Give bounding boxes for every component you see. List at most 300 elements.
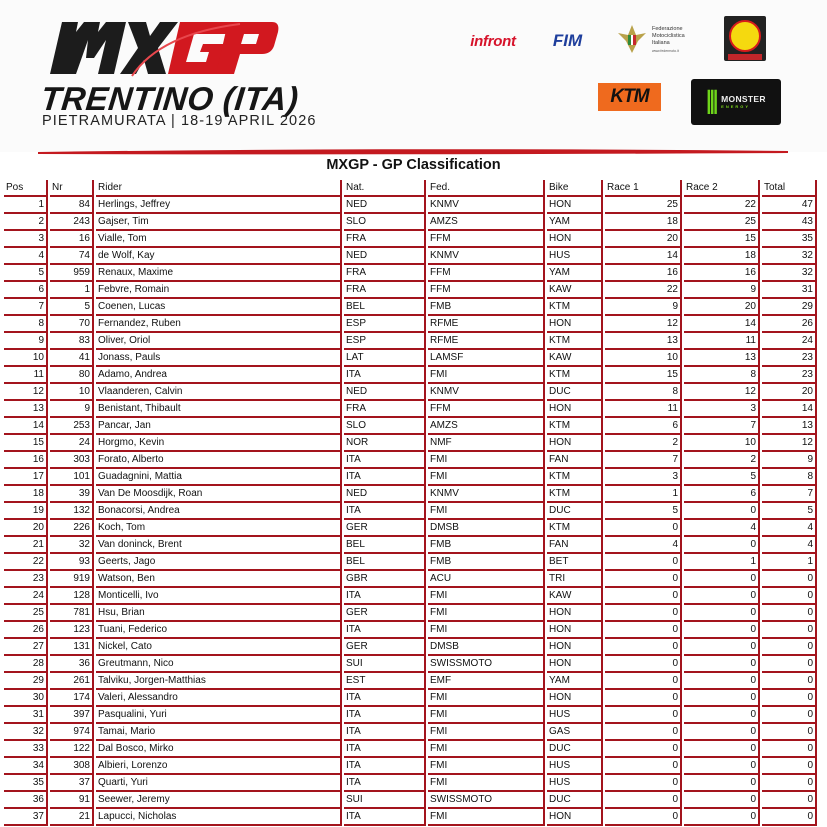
total-points-cell: 0 bbox=[762, 656, 817, 673]
federation-cell: FFM bbox=[428, 401, 545, 418]
federation-cell: NMF bbox=[428, 435, 545, 452]
race2-points-cell: 0 bbox=[684, 588, 760, 605]
rider-cell: Tuani, Federico bbox=[96, 622, 342, 639]
race2-points-cell: 0 bbox=[684, 707, 760, 724]
club-emblem-icon bbox=[729, 20, 761, 52]
race2-points-cell: 11 bbox=[684, 333, 760, 350]
race2-points-cell: 13 bbox=[684, 350, 760, 367]
bike-cell: DUC bbox=[547, 503, 603, 520]
nation-cell: ITA bbox=[344, 469, 426, 486]
pos-cell: 31 bbox=[4, 707, 48, 724]
bike-cell: KAW bbox=[547, 350, 603, 367]
rider-cell: de Wolf, Kay bbox=[96, 248, 342, 265]
number-cell: 243 bbox=[50, 214, 94, 231]
col-header-rider: Rider bbox=[96, 180, 342, 197]
pos-cell: 22 bbox=[4, 554, 48, 571]
nation-cell: ITA bbox=[344, 690, 426, 707]
federation-cell: DMSB bbox=[428, 639, 545, 656]
federation-cell: KNMV bbox=[428, 248, 545, 265]
nation-cell: ITA bbox=[344, 724, 426, 741]
rider-cell: Koch, Tom bbox=[96, 520, 342, 537]
race2-points-cell: 0 bbox=[684, 792, 760, 809]
race2-points-cell: 1 bbox=[684, 554, 760, 571]
table-row bbox=[4, 656, 817, 673]
federation-cell: FMI bbox=[428, 775, 545, 792]
rider-cell: Pancar, Jan bbox=[96, 418, 342, 435]
col-header-race2: Race 2 bbox=[684, 180, 760, 197]
number-cell: 80 bbox=[50, 367, 94, 384]
table-row bbox=[4, 537, 817, 554]
pos-cell: 13 bbox=[4, 401, 48, 418]
total-points-cell: 0 bbox=[762, 622, 817, 639]
pos-cell: 3 bbox=[4, 231, 48, 248]
federation-cell: KNMV bbox=[428, 384, 545, 401]
fmi-badge-icon bbox=[618, 23, 646, 55]
total-points-cell: 0 bbox=[762, 707, 817, 724]
race1-points-cell: 2 bbox=[605, 435, 682, 452]
bike-cell: HON bbox=[547, 435, 603, 452]
total-points-cell: 0 bbox=[762, 741, 817, 758]
federation-cell: FFM bbox=[428, 231, 545, 248]
federation-cell: FMI bbox=[428, 724, 545, 741]
rider-cell: Talviku, Jorgen-Matthias bbox=[96, 673, 342, 690]
federation-cell: FFM bbox=[428, 282, 545, 299]
bike-cell: KTM bbox=[547, 469, 603, 486]
rider-cell: Watson, Ben bbox=[96, 571, 342, 588]
rider-cell: Monticelli, Ivo bbox=[96, 588, 342, 605]
rider-cell: Vialle, Tom bbox=[96, 231, 342, 248]
rider-cell: Tamai, Mario bbox=[96, 724, 342, 741]
monster-claw-icon: ⫼ bbox=[706, 87, 719, 117]
race2-points-cell: 0 bbox=[684, 571, 760, 588]
race1-points-cell: 0 bbox=[605, 707, 682, 724]
pos-cell: 10 bbox=[4, 350, 48, 367]
race1-points-cell: 20 bbox=[605, 231, 682, 248]
number-cell: 123 bbox=[50, 622, 94, 639]
event-title: TRENTINO (ITA) bbox=[39, 80, 301, 117]
race1-points-cell: 4 bbox=[605, 537, 682, 554]
rider-cell: Dal Bosco, Mirko bbox=[96, 741, 342, 758]
number-cell: 781 bbox=[50, 605, 94, 622]
race1-points-cell: 0 bbox=[605, 639, 682, 656]
bike-cell: HON bbox=[547, 809, 603, 826]
race1-points-cell: 9 bbox=[605, 299, 682, 316]
table-row bbox=[4, 316, 817, 333]
table-row bbox=[4, 367, 817, 384]
number-cell: 974 bbox=[50, 724, 94, 741]
federation-cell: ACU bbox=[428, 571, 545, 588]
total-points-cell: 0 bbox=[762, 809, 817, 826]
nation-cell: ESP bbox=[344, 333, 426, 350]
nation-cell: GER bbox=[344, 639, 426, 656]
number-cell: 74 bbox=[50, 248, 94, 265]
table-row bbox=[4, 418, 817, 435]
number-cell: 303 bbox=[50, 452, 94, 469]
bike-cell: HON bbox=[547, 197, 603, 214]
number-cell: 83 bbox=[50, 333, 94, 350]
race1-points-cell: 13 bbox=[605, 333, 682, 350]
mxgp-logo bbox=[40, 14, 280, 78]
race2-points-cell: 0 bbox=[684, 690, 760, 707]
federation-cell: FMI bbox=[428, 741, 545, 758]
pos-cell: 15 bbox=[4, 435, 48, 452]
number-cell: 37 bbox=[50, 775, 94, 792]
federation-cell: FMI bbox=[428, 707, 545, 724]
col-header-bike: Bike bbox=[547, 180, 603, 197]
table-row bbox=[4, 809, 817, 826]
race2-points-cell: 12 bbox=[684, 384, 760, 401]
rider-cell: Valeri, Alessandro bbox=[96, 690, 342, 707]
pos-cell: 5 bbox=[4, 265, 48, 282]
race2-points-cell: 16 bbox=[684, 265, 760, 282]
race2-points-cell: 0 bbox=[684, 758, 760, 775]
race1-points-cell: 0 bbox=[605, 520, 682, 537]
number-cell: 1 bbox=[50, 282, 94, 299]
race2-points-cell: 7 bbox=[684, 418, 760, 435]
number-cell: 32 bbox=[50, 537, 94, 554]
number-cell: 261 bbox=[50, 673, 94, 690]
rider-cell: Nickel, Cato bbox=[96, 639, 342, 656]
nation-cell: FRA bbox=[344, 231, 426, 248]
race1-points-cell: 0 bbox=[605, 758, 682, 775]
rider-cell: Forato, Alberto bbox=[96, 452, 342, 469]
number-cell: 24 bbox=[50, 435, 94, 452]
bike-cell: HON bbox=[547, 656, 603, 673]
nation-cell: SUI bbox=[344, 656, 426, 673]
nation-cell: ITA bbox=[344, 775, 426, 792]
pos-cell: 8 bbox=[4, 316, 48, 333]
race2-points-cell: 4 bbox=[684, 520, 760, 537]
bike-cell: DUC bbox=[547, 792, 603, 809]
rider-cell: Adamo, Andrea bbox=[96, 367, 342, 384]
total-points-cell: 0 bbox=[762, 571, 817, 588]
rider-cell: Febvre, Romain bbox=[96, 282, 342, 299]
total-points-cell: 4 bbox=[762, 537, 817, 554]
total-points-cell: 24 bbox=[762, 333, 817, 350]
race1-points-cell: 0 bbox=[605, 605, 682, 622]
federation-cell: FMB bbox=[428, 554, 545, 571]
race2-points-cell: 2 bbox=[684, 452, 760, 469]
rider-cell: Van doninck, Brent bbox=[96, 537, 342, 554]
total-points-cell: 23 bbox=[762, 367, 817, 384]
nation-cell: BEL bbox=[344, 554, 426, 571]
race1-points-cell: 0 bbox=[605, 588, 682, 605]
bike-cell: DUC bbox=[547, 741, 603, 758]
total-points-cell: 26 bbox=[762, 316, 817, 333]
nation-cell: FRA bbox=[344, 401, 426, 418]
pos-cell: 2 bbox=[4, 214, 48, 231]
rider-cell: Quarti, Yuri bbox=[96, 775, 342, 792]
bike-cell: HUS bbox=[547, 707, 603, 724]
nation-cell: SLO bbox=[344, 214, 426, 231]
federation-cell: RFME bbox=[428, 333, 545, 350]
nation-cell: ITA bbox=[344, 452, 426, 469]
pos-cell: 16 bbox=[4, 452, 48, 469]
number-cell: 132 bbox=[50, 503, 94, 520]
race2-points-cell: 10 bbox=[684, 435, 760, 452]
pos-cell: 25 bbox=[4, 605, 48, 622]
pos-cell: 14 bbox=[4, 418, 48, 435]
club-banner bbox=[728, 54, 762, 60]
table-row bbox=[4, 299, 817, 316]
race1-points-cell: 12 bbox=[605, 316, 682, 333]
bike-cell: KTM bbox=[547, 418, 603, 435]
federation-cell: KNMV bbox=[428, 486, 545, 503]
total-points-cell: 32 bbox=[762, 248, 817, 265]
table-row bbox=[4, 486, 817, 503]
nation-cell: BEL bbox=[344, 299, 426, 316]
race1-points-cell: 0 bbox=[605, 554, 682, 571]
number-cell: 41 bbox=[50, 350, 94, 367]
total-points-cell: 8 bbox=[762, 469, 817, 486]
bike-cell: KAW bbox=[547, 588, 603, 605]
race2-points-cell: 0 bbox=[684, 605, 760, 622]
rider-cell: Geerts, Jago bbox=[96, 554, 342, 571]
table-row bbox=[4, 452, 817, 469]
bike-cell: KTM bbox=[547, 333, 603, 350]
nation-cell: GBR bbox=[344, 571, 426, 588]
pos-cell: 37 bbox=[4, 809, 48, 826]
nation-cell: NOR bbox=[344, 435, 426, 452]
total-points-cell: 47 bbox=[762, 197, 817, 214]
race1-points-cell: 10 bbox=[605, 350, 682, 367]
bike-cell: HUS bbox=[547, 775, 603, 792]
number-cell: 5 bbox=[50, 299, 94, 316]
race1-points-cell: 1 bbox=[605, 486, 682, 503]
pos-cell: 6 bbox=[4, 282, 48, 299]
pos-cell: 23 bbox=[4, 571, 48, 588]
bike-cell: FAN bbox=[547, 452, 603, 469]
race1-points-cell: 0 bbox=[605, 571, 682, 588]
total-points-cell: 32 bbox=[762, 265, 817, 282]
nation-cell: BEL bbox=[344, 537, 426, 554]
race2-points-cell: 0 bbox=[684, 724, 760, 741]
pos-cell: 18 bbox=[4, 486, 48, 503]
race1-points-cell: 0 bbox=[605, 809, 682, 826]
federation-cell: FMI bbox=[428, 690, 545, 707]
federation-cell: FMI bbox=[428, 469, 545, 486]
race1-points-cell: 7 bbox=[605, 452, 682, 469]
total-points-cell: 0 bbox=[762, 724, 817, 741]
bike-cell: HON bbox=[547, 690, 603, 707]
table-row bbox=[4, 350, 817, 367]
race1-points-cell: 8 bbox=[605, 384, 682, 401]
nation-cell: ITA bbox=[344, 809, 426, 826]
table-row bbox=[4, 724, 817, 741]
federation-cell: SWISSMOTO bbox=[428, 656, 545, 673]
federation-cell: FMI bbox=[428, 758, 545, 775]
race2-points-cell: 0 bbox=[684, 656, 760, 673]
nation-cell: EST bbox=[344, 673, 426, 690]
number-cell: 36 bbox=[50, 656, 94, 673]
header-divider-swoosh bbox=[38, 146, 788, 155]
rider-cell: Jonass, Pauls bbox=[96, 350, 342, 367]
bike-cell: KTM bbox=[547, 520, 603, 537]
total-points-cell: 0 bbox=[762, 758, 817, 775]
bike-cell: FAN bbox=[547, 537, 603, 554]
race2-points-cell: 0 bbox=[684, 537, 760, 554]
pos-cell: 28 bbox=[4, 656, 48, 673]
race2-points-cell: 14 bbox=[684, 316, 760, 333]
nation-cell: NED bbox=[344, 486, 426, 503]
pos-cell: 9 bbox=[4, 333, 48, 350]
number-cell: 959 bbox=[50, 265, 94, 282]
rider-cell: Renaux, Maxime bbox=[96, 265, 342, 282]
federation-cell: DMSB bbox=[428, 520, 545, 537]
table-row bbox=[4, 588, 817, 605]
col-header-total: Total bbox=[762, 180, 817, 197]
table-row bbox=[4, 401, 817, 418]
table-row bbox=[4, 435, 817, 452]
race1-points-cell: 25 bbox=[605, 197, 682, 214]
table-row bbox=[4, 690, 817, 707]
race1-points-cell: 0 bbox=[605, 775, 682, 792]
number-cell: 131 bbox=[50, 639, 94, 656]
total-points-cell: 0 bbox=[762, 605, 817, 622]
rider-cell: Pasqualini, Yuri bbox=[96, 707, 342, 724]
nation-cell: GER bbox=[344, 605, 426, 622]
race1-points-cell: 18 bbox=[605, 214, 682, 231]
nation-cell: SUI bbox=[344, 792, 426, 809]
bike-cell: TRI bbox=[547, 571, 603, 588]
race1-points-cell: 11 bbox=[605, 401, 682, 418]
number-cell: 174 bbox=[50, 690, 94, 707]
bike-cell: HON bbox=[547, 231, 603, 248]
pos-cell: 24 bbox=[4, 588, 48, 605]
bike-cell: KAW bbox=[547, 282, 603, 299]
monster-energy-logo: ⫼ MONSTER ENERGY bbox=[691, 79, 781, 125]
race1-points-cell: 0 bbox=[605, 741, 682, 758]
race2-points-cell: 18 bbox=[684, 248, 760, 265]
rider-cell: Fernandez, Ruben bbox=[96, 316, 342, 333]
total-points-cell: 20 bbox=[762, 384, 817, 401]
total-points-cell: 0 bbox=[762, 775, 817, 792]
race2-points-cell: 0 bbox=[684, 622, 760, 639]
nation-cell: NED bbox=[344, 384, 426, 401]
bike-cell: HON bbox=[547, 622, 603, 639]
nation-cell: SLO bbox=[344, 418, 426, 435]
bike-cell: GAS bbox=[547, 724, 603, 741]
number-cell: 397 bbox=[50, 707, 94, 724]
federation-cell: AMZS bbox=[428, 418, 545, 435]
number-cell: 253 bbox=[50, 418, 94, 435]
nation-cell: ITA bbox=[344, 503, 426, 520]
race2-points-cell: 15 bbox=[684, 231, 760, 248]
federation-cell: FMI bbox=[428, 809, 545, 826]
pos-cell: 29 bbox=[4, 673, 48, 690]
table-row bbox=[4, 384, 817, 401]
total-points-cell: 23 bbox=[762, 350, 817, 367]
nation-cell: LAT bbox=[344, 350, 426, 367]
table-row bbox=[4, 792, 817, 809]
federation-cell: FMI bbox=[428, 605, 545, 622]
table-header-row bbox=[4, 180, 817, 197]
race2-points-cell: 0 bbox=[684, 741, 760, 758]
total-points-cell: 7 bbox=[762, 486, 817, 503]
event-header bbox=[0, 0, 827, 152]
race1-points-cell: 15 bbox=[605, 367, 682, 384]
number-cell: 21 bbox=[50, 809, 94, 826]
rider-cell: Guadagnini, Mattia bbox=[96, 469, 342, 486]
total-points-cell: 9 bbox=[762, 452, 817, 469]
pos-cell: 36 bbox=[4, 792, 48, 809]
bike-cell: KTM bbox=[547, 367, 603, 384]
table-row bbox=[4, 554, 817, 571]
total-points-cell: 1 bbox=[762, 554, 817, 571]
table-row bbox=[4, 503, 817, 520]
col-header-nr: Nr bbox=[50, 180, 94, 197]
race1-points-cell: 0 bbox=[605, 724, 682, 741]
race1-points-cell: 16 bbox=[605, 265, 682, 282]
rider-cell: Hsu, Brian bbox=[96, 605, 342, 622]
pos-cell: 7 bbox=[4, 299, 48, 316]
pos-cell: 21 bbox=[4, 537, 48, 554]
number-cell: 122 bbox=[50, 741, 94, 758]
ktm-logo: KTM bbox=[598, 83, 661, 111]
table-row bbox=[4, 605, 817, 622]
number-cell: 919 bbox=[50, 571, 94, 588]
table-row bbox=[4, 775, 817, 792]
rider-cell: Seewer, Jeremy bbox=[96, 792, 342, 809]
table-row bbox=[4, 639, 817, 656]
pos-cell: 19 bbox=[4, 503, 48, 520]
federation-cell: RFME bbox=[428, 316, 545, 333]
bike-cell: YAM bbox=[547, 265, 603, 282]
bike-cell: YAM bbox=[547, 673, 603, 690]
rider-cell: Albieri, Lorenzo bbox=[96, 758, 342, 775]
bike-cell: HUS bbox=[547, 758, 603, 775]
bike-cell: KTM bbox=[547, 299, 603, 316]
race1-points-cell: 0 bbox=[605, 673, 682, 690]
pos-cell: 1 bbox=[4, 197, 48, 214]
race2-points-cell: 0 bbox=[684, 503, 760, 520]
federation-cell: FMI bbox=[428, 503, 545, 520]
race1-points-cell: 14 bbox=[605, 248, 682, 265]
nation-cell: ITA bbox=[344, 588, 426, 605]
bike-cell: KTM bbox=[547, 486, 603, 503]
total-points-cell: 5 bbox=[762, 503, 817, 520]
table-row bbox=[4, 248, 817, 265]
number-cell: 16 bbox=[50, 231, 94, 248]
rider-cell: Herlings, Jeffrey bbox=[96, 197, 342, 214]
total-points-cell: 13 bbox=[762, 418, 817, 435]
race2-points-cell: 6 bbox=[684, 486, 760, 503]
total-points-cell: 0 bbox=[762, 673, 817, 690]
results-table bbox=[4, 180, 817, 826]
race2-points-cell: 0 bbox=[684, 809, 760, 826]
number-cell: 39 bbox=[50, 486, 94, 503]
total-points-cell: 4 bbox=[762, 520, 817, 537]
federation-cell: AMZS bbox=[428, 214, 545, 231]
race1-points-cell: 22 bbox=[605, 282, 682, 299]
table-row bbox=[4, 741, 817, 758]
race2-points-cell: 3 bbox=[684, 401, 760, 418]
nation-cell: ITA bbox=[344, 758, 426, 775]
table-row bbox=[4, 622, 817, 639]
rider-cell: Bonacorsi, Andrea bbox=[96, 503, 342, 520]
pos-cell: 4 bbox=[4, 248, 48, 265]
table-row bbox=[4, 333, 817, 350]
bike-cell: HON bbox=[547, 605, 603, 622]
table-row bbox=[4, 673, 817, 690]
total-points-cell: 0 bbox=[762, 792, 817, 809]
number-cell: 101 bbox=[50, 469, 94, 486]
pos-cell: 27 bbox=[4, 639, 48, 656]
total-points-cell: 35 bbox=[762, 231, 817, 248]
federation-cell: FMB bbox=[428, 537, 545, 554]
total-points-cell: 29 bbox=[762, 299, 817, 316]
race1-points-cell: 0 bbox=[605, 690, 682, 707]
